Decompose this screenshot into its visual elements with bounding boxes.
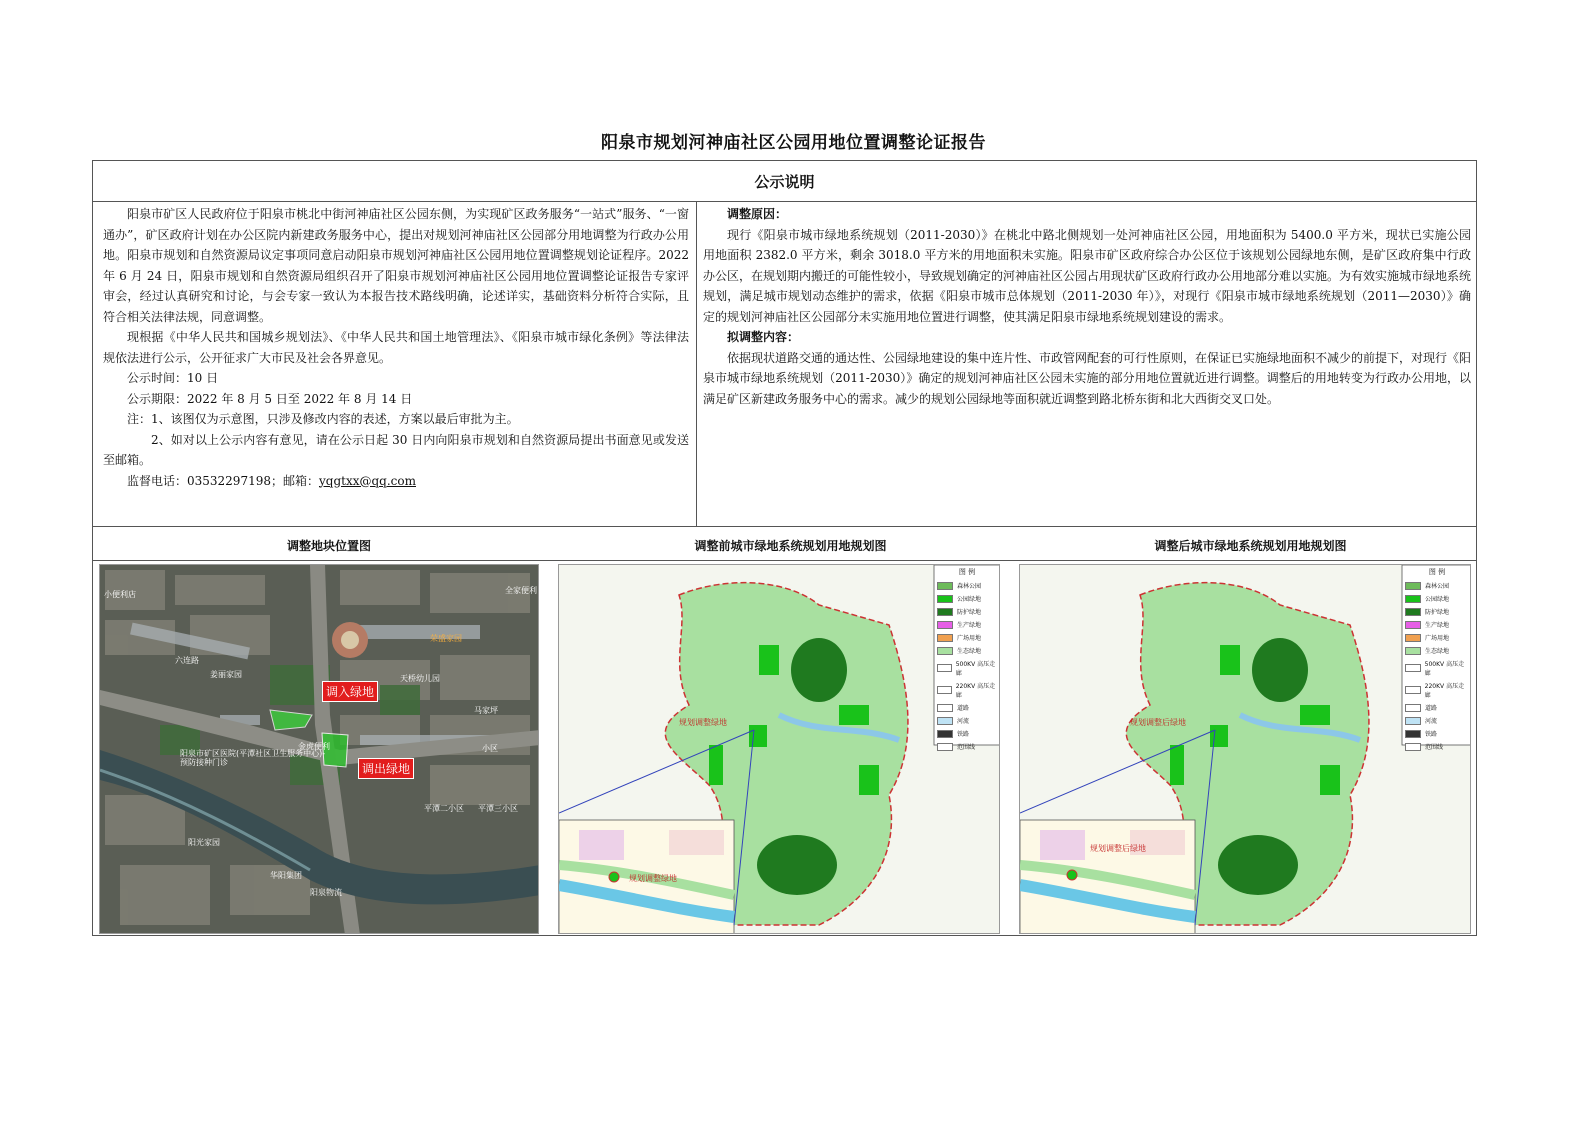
legend-swatch	[1405, 634, 1421, 642]
legend-label: 广场用地	[957, 635, 982, 642]
legend-item	[937, 742, 997, 751]
legend-swatch	[937, 621, 953, 629]
legend-label: 河流	[1425, 718, 1438, 725]
legend-swatch	[937, 686, 952, 694]
legend-item	[1405, 646, 1469, 655]
legend-item	[1405, 620, 1469, 629]
legend-item	[1405, 581, 1469, 590]
legend-swatch	[1405, 647, 1421, 655]
legend-item	[1405, 716, 1469, 725]
legend-title: 图 例	[958, 568, 976, 576]
label-out-green: 调出绿地	[358, 758, 414, 779]
legend-swatch	[937, 743, 953, 751]
legend-item	[937, 581, 997, 590]
map-legend	[1405, 567, 1469, 755]
poi-label: 马家坪	[474, 706, 498, 715]
legend-item	[937, 594, 997, 603]
poi-label: 阳光家园	[188, 838, 220, 847]
notice-heading: 公示说明	[754, 173, 815, 191]
email-link[interactable]: yqgtxx@qq.com	[318, 473, 416, 488]
reason-text: 现行《阳泉市城市绿地系统规划（2011-2030）》在桃北中路北侧规划一处河神庙社区公园，用地面积为 5400.0 平方米，现状已实施公园用地面积 2382.0 平方米，剩余 3018.0 平方米的用地面积未实施。阳泉市矿区政府综合办公区位于该规划公园绿地东侧，是矿区政府集中行政办公区，在规划期内搬迁的可能性较小，导致规划确定的河神庙社区公园占用现状矿区政府行政办公用地部分难以实施。为有效实施城市绿地系统规划，满足城市规划动态维护的需求，依据《阳泉市城市总体规划（2011-2030 年）》，对现行《阳泉市城市绿地系统规划（2011—2030）》确定的规划河神庙社区公园部分未实施用地位置进行调整，使其满足阳泉市绿地系统规划建设的需求。	[703, 227, 1472, 324]
legend-swatch	[1405, 743, 1421, 751]
legend-label: 500KV 高压走廊	[1424, 661, 1465, 677]
poi-label: 阳泉市矿区医院(平潭社区卫生服务中心)-预防接种门诊	[180, 749, 326, 767]
legend-swatch	[1405, 621, 1421, 629]
paragraph-legal-basis: 现根据《中华人民共和国城乡规划法》、《中华人民共和国土地管理法》、《阳泉市城市绿化条例》等法律法规依法进行公示，公开征求广大市民及社会各界意见。	[103, 330, 689, 365]
legend-item	[937, 716, 997, 725]
legend-label: 森林公园	[1425, 583, 1450, 590]
legend-label: 220KV 高压走廊	[955, 683, 996, 699]
inset-adjust-label: 规划调整后绿地	[1090, 844, 1146, 853]
legend-swatch	[937, 704, 953, 712]
legend-label: 范围线	[1425, 744, 1444, 751]
legend-label: 河流	[957, 718, 970, 725]
legend-label: 道路	[957, 705, 970, 712]
legend-label: 森林公园	[957, 583, 982, 590]
legend-label: 铁路	[1425, 731, 1438, 738]
legend-swatch	[937, 595, 953, 603]
legend-item	[1405, 607, 1469, 616]
inset-adjust-label: 规划调整绿地	[629, 874, 677, 883]
legend-swatch	[1405, 704, 1421, 712]
legend-label: 防护绿地	[1425, 609, 1450, 616]
legend-item	[937, 646, 997, 655]
plan-image-after	[1020, 565, 1471, 934]
legend-label: 公园绿地	[1425, 596, 1450, 603]
legend-swatch	[1405, 595, 1421, 603]
note-2: 2、如对以上公示内容有意见，请在公示日起 30 日内向阳泉市规划和自然资源局提出书面意见或发送至邮箱。	[103, 432, 689, 467]
legend-label: 生产绿地	[1425, 622, 1450, 629]
notice-right-column	[703, 204, 1471, 409]
legend-swatch	[937, 647, 953, 655]
reason-heading: 调整原因：	[727, 207, 788, 221]
legend-label: 500KV 高压走廊	[955, 661, 996, 677]
legend-swatch	[937, 608, 953, 616]
poi-label: 姜丽家园	[210, 670, 242, 679]
legend-swatch	[937, 730, 953, 738]
legend-item	[937, 659, 997, 677]
legend-label: 范围线	[957, 744, 976, 751]
legend-item	[1405, 729, 1469, 738]
legend-item	[937, 681, 997, 699]
legend-item	[937, 703, 997, 712]
legend-item	[1405, 703, 1469, 712]
map-legend	[937, 567, 997, 755]
poi-label: 金虎便利	[298, 742, 330, 751]
plan-adjust-label: 规划调整后绿地	[1130, 718, 1186, 727]
paragraph-background: 阳泉市矿区人民政府位于阳泉市桃北中街河神庙社区公园东侧，为实现矿区政务服务“一站式”服务、“一窗通办”，矿区政府计划在办公区院内新建政务服务中心，提出对规划河神庙社区公园部分用地调整为行政办公用地。阳泉市规划和自然资源局议定事项同意启动阳泉市规划河神庙社区公园用地位置调整规划论证程序。2022 年 6 月 24 日，阳泉市规划和自然资源局组织召开了阳泉市规划河神庙社区公园用地位置调整论证报告专家评审会，经过认真研究和讨论，与会专家一致认为本报告技术路线明确，论述详实，基础资料分析符合实际，且符合相关法律法规，同意调整。	[103, 207, 689, 324]
legend-swatch	[1405, 608, 1421, 616]
poi-label: 天桥幼儿园	[400, 674, 440, 683]
legend-item	[1405, 659, 1469, 677]
legend-swatch	[937, 664, 952, 672]
legend-swatch	[1405, 717, 1421, 725]
legend-item	[1405, 633, 1469, 642]
document-title: 阳泉市规划河神庙社区公园用地位置调整论证报告	[601, 133, 986, 153]
legend-list	[1405, 581, 1469, 751]
legend-label: 生态绿地	[957, 648, 982, 655]
legend-swatch	[937, 634, 953, 642]
poi-label: 小便利店	[104, 590, 136, 599]
legend-label: 铁路	[957, 731, 970, 738]
legend-label: 广场用地	[1425, 635, 1450, 642]
plan-map-before	[558, 564, 1000, 934]
publicity-duration: 公示时间：10 日	[127, 371, 219, 385]
legend-label: 公园绿地	[957, 596, 982, 603]
note-1: 注：1、该图仅为示意图，只涉及修改内容的表述，方案以最后审批为主。	[127, 412, 519, 426]
divider-line	[93, 526, 1476, 527]
legend-item	[937, 633, 997, 642]
legend-label: 生态绿地	[1425, 648, 1450, 655]
plan-adjust-label: 规划调整绿地	[679, 718, 727, 727]
poi-label: 平潭三小区	[478, 804, 518, 813]
legend-swatch	[1405, 730, 1421, 738]
column-divider	[696, 201, 697, 526]
legend-swatch	[1405, 582, 1421, 590]
content-heading: 拟调整内容：	[727, 330, 800, 344]
legend-label: 220KV 高压走廊	[1424, 683, 1465, 699]
poi-label: 全家便利	[505, 586, 537, 595]
divider-line	[93, 560, 1476, 561]
notice-left-column	[103, 204, 689, 491]
content-text: 依据现状道路交通的通达性、公园绿地建设的集中连片性、市政管网配套的可行性原则，在保证已实施绿地面积不减少的前提下，对现行《阳泉市城市绿地系统规划（2011-2030）》确定的规划河神庙社区公园未实施的部分用地位置就近进行调整。调整后的用地转变为行政办公用地，以满足矿区新建政务服务中心的需求。减少的规划公园绿地等面积就近调整到路北桥东街和北大西街交叉口处。	[703, 350, 1472, 406]
legend-title: 图 例	[1428, 568, 1446, 576]
poi-label: 荣盛家园	[430, 634, 462, 643]
satellite-map	[99, 564, 539, 934]
publicity-period: 公示期限：2022 年 8 月 5 日至 2022 年 8 月 14 日	[127, 391, 413, 406]
contact-prefix: 监督电话：03532297198；邮箱：	[127, 473, 319, 488]
legend-item	[1405, 681, 1469, 699]
legend-item	[1405, 742, 1469, 751]
legend-swatch	[1405, 686, 1421, 694]
legend-list	[937, 581, 997, 751]
plan-image-before	[559, 565, 1000, 934]
poi-label: 阳泉物流	[310, 888, 342, 897]
legend-item	[937, 607, 997, 616]
fig1-caption: 调整地块位置图	[286, 539, 371, 553]
legend-label: 防护绿地	[957, 609, 982, 616]
legend-swatch	[937, 717, 953, 725]
legend-label: 生产绿地	[957, 622, 982, 629]
fig3-caption: 调整后城市绿地系统规划用地规划图	[1154, 539, 1347, 553]
legend-item	[937, 620, 997, 629]
label-in-green: 调入绿地	[322, 681, 378, 702]
poi-label: 小区	[482, 744, 498, 753]
legend-swatch	[1405, 664, 1421, 672]
notice-table	[92, 160, 1477, 936]
poi-label: 六连路	[175, 656, 199, 665]
legend-swatch	[937, 582, 953, 590]
poi-label: 平潭二小区	[424, 804, 464, 813]
legend-label: 道路	[1425, 705, 1438, 712]
legend-item	[937, 729, 997, 738]
fig2-caption: 调整前城市绿地系统规划用地规划图	[694, 539, 887, 553]
plan-map-after	[1019, 564, 1471, 934]
poi-label: 华阳集团	[270, 871, 302, 880]
legend-item	[1405, 594, 1469, 603]
divider-line	[93, 201, 1476, 202]
contact-line	[103, 471, 689, 492]
